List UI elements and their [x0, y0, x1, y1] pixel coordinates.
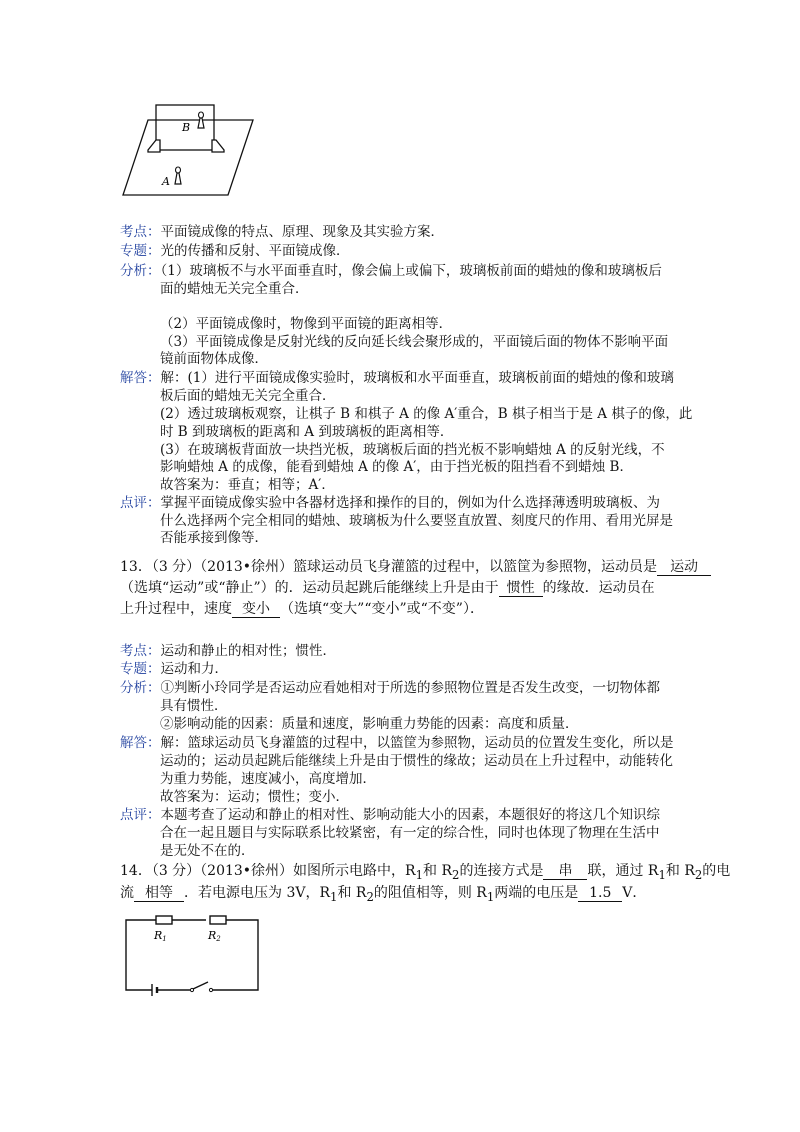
figure-label-b: B: [182, 121, 191, 134]
q14-sub: 1: [415, 867, 424, 882]
q14-blank-3: 1.5: [578, 885, 622, 902]
jieda-text: 运动的；运动员起跳后能继续上升是由于惯性的缘故；运动员在上升过程中，动能转化: [160, 753, 673, 769]
fenxi-text: （3）平面镜成像是反射光线的反向延长线会聚形成的，平面镜后面的物体不影响平面: [160, 334, 669, 350]
kaodian-text: 平面镜成像的特点、原理、现象及其实验方案．: [160, 224, 444, 240]
jieda-text: 解：(1）进行平面镜成像实验时，玻璃板和水平面垂直，玻璃板前面的蜡烛的像和玻璃: [160, 370, 674, 386]
fenxi-text: 面的蜡烛无关完全重合．: [160, 281, 309, 297]
dianping-text: 否能承接到像等．: [160, 530, 268, 546]
dianping-text: 什么选择两个完全相同的蜡烛、玻璃板为什么要竖直放置、刻度尺的作用、看用光屏是: [160, 513, 673, 529]
q14-blank-2: 相等: [134, 885, 184, 902]
fenxi-text: （2）平面镜成像时，物像到平面镜的距离相等．: [160, 316, 453, 332]
q13-line2-end: 的缘故．运动员在: [542, 580, 655, 596]
tag-dianping: 点评：: [120, 495, 161, 511]
q13-blank-1: 运动: [657, 559, 711, 576]
tag-jieda: 解答：: [120, 370, 161, 386]
tag-zhuanti: 专题：: [120, 243, 161, 259]
q14-sub: 1: [330, 889, 338, 904]
dianping-text: 合在一起且题目与实际联系比较紧密，有一定的综合性，同时也体现了物理在生活中: [160, 825, 660, 841]
q14-text: 两端的电压是: [494, 885, 579, 901]
q14-sub: 1: [658, 867, 666, 882]
r1-label: R: [154, 929, 163, 942]
tag-kaodian: 考点：: [120, 643, 161, 659]
q13-line3: 上升过程中，速度: [120, 601, 232, 617]
jieda-text: 为重力势能，速度减小，高度增加．: [160, 771, 376, 787]
tag-fenxi: 分析：: [120, 680, 161, 696]
dianping-text: 本题考查了运动和静止的相对性、影响动能大小的因素，本题很好的将这几个知识综: [160, 807, 660, 823]
q14-text: 的电: [702, 863, 731, 879]
q13-line3-end: （选填“变大”“变小”或“不变”）．: [280, 601, 484, 617]
zhuanti-text: 光的传播和反射、平面镜成像．: [160, 243, 350, 259]
circuit-diagram: [118, 910, 268, 1000]
tag-jieda: 解答：: [120, 735, 161, 751]
q13-blank-2: 惯性: [499, 580, 543, 597]
fenxi-text: （1）玻璃板不与水平面垂直时，像会偏上或偏下，玻璃板前面的蜡烛的像和玻璃板后: [160, 263, 662, 279]
jieda-text: 解：篮球运动员飞身灌篮的过程中，以篮筐为参照物，运动员的位置发生变化，所以是: [160, 735, 674, 751]
switch-icon: [190, 982, 212, 992]
fenxi-text: ②影响动能的因素：质量和速度，影响重力势能的因素：高度和质量．: [160, 716, 579, 732]
q14-text: 和 R: [665, 863, 695, 879]
battery-icon: [152, 984, 190, 996]
dianping-text: 掌握平面镜成像实验中各器材选择和操作的目的，例如为什么选择薄透明玻璃板、为: [160, 495, 660, 511]
jieda-text: (3）在玻璃板背面放一块挡光板，玻璃板后面的挡光板不影响蜡烛 A 的反射光线，不: [160, 442, 665, 458]
tag-kaodian: 考点：: [120, 224, 161, 240]
answer-text: 故答案为：垂直；相等；A′．: [160, 477, 335, 493]
tag-dianping: 点评：: [120, 807, 161, 823]
mirror-experiment-figure: [118, 100, 258, 200]
resistor-r1-icon: [156, 916, 172, 924]
jieda-text: (2）透过玻璃板观察，让棋子 B 和棋子 A 的像 A′重合，B 棋子相当于是 A 棋子的像，此: [160, 406, 693, 422]
r2-label: R: [208, 929, 217, 942]
q14-text: 的连接方式是: [459, 863, 544, 879]
tag-zhuanti: 专题：: [120, 661, 161, 677]
fenxi-text: 具有惯性．: [160, 698, 228, 714]
dianping-text: 是无处不在的．: [160, 843, 255, 859]
resistor-r2-icon: [210, 916, 226, 924]
q14-text: 和 R: [423, 863, 453, 879]
q14-text: ．若电源电压为 3V，R: [184, 885, 331, 901]
q14-blank-1: 串: [543, 863, 587, 880]
jieda-text: 影响蜡烛 A 的成像，能看到蜡烛 A 的像 A′，由于挡光板的阻挡看不到蜡烛 B．: [160, 459, 633, 475]
q14-text: 的阻值相等，则 R: [373, 885, 487, 901]
fenxi-text: ①判断小玲同学是否运动应看她相对于所选的参照物位置是否发生改变，一切物体都: [160, 680, 660, 696]
jieda-text: 时 B 到玻璃板的距离和 A 到玻璃板的距离相等．: [160, 424, 454, 440]
r1-sub: 1: [162, 935, 167, 943]
q14-text: 联，通过 R: [587, 863, 659, 879]
q13-line1: 13．（3 分）（2013•徐州）篮球运动员飞身灌篮的过程中，以篮筐为参照物，运动员是: [120, 559, 658, 575]
svg-text:R2: [207, 929, 221, 943]
q13-blank-3: 变小: [232, 601, 280, 618]
svg-text:R1: [153, 929, 167, 943]
zhuanti-text: 运动和力．: [160, 661, 228, 677]
q14-text: V．: [622, 885, 647, 901]
q14-sub: 2: [366, 889, 374, 904]
jieda-text: 板后面的蜡烛无关完全重合．: [160, 388, 336, 404]
q14-text: 和 R: [337, 885, 367, 901]
q14-text: 流: [120, 885, 134, 901]
q14-sub: 1: [486, 889, 495, 904]
q13-line2: （选填“运动”或“静止”）的．运动员起跳后能继续上升是由于: [120, 580, 499, 596]
r2-sub: 2: [216, 935, 221, 943]
q14-text: 14．（3 分）（2013•徐州）如图所示电路中，R: [120, 863, 416, 879]
q14-sub: 2: [452, 867, 460, 882]
fenxi-text: 镜前面物体成像．: [160, 351, 268, 367]
kaodian-text: 运动和静止的相对性；惯性．: [160, 643, 336, 659]
figure-label-a: A: [162, 175, 170, 188]
answer-text: 故答案为：运动；惯性；变小．: [160, 789, 349, 805]
q14-sub: 2: [694, 867, 703, 882]
tag-fenxi: 分析：: [120, 263, 161, 279]
